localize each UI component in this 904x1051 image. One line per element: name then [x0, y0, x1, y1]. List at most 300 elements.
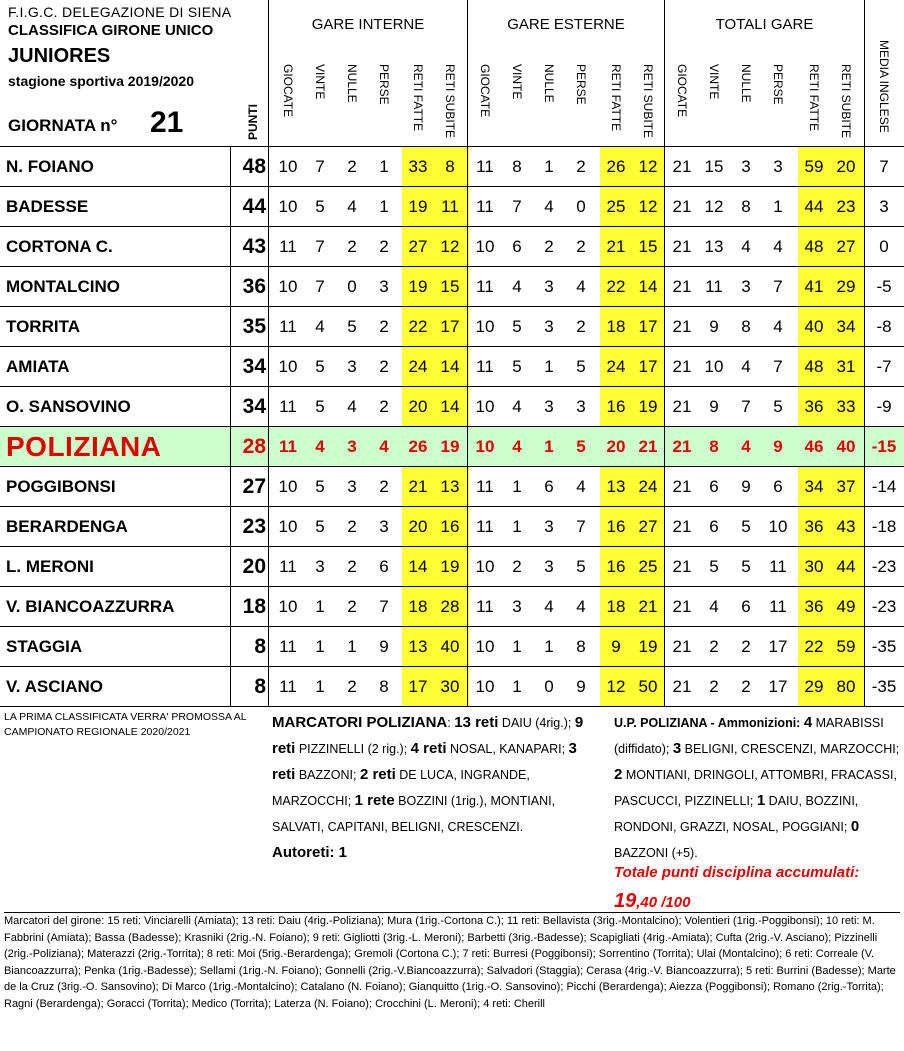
- stat-cell: 27: [408, 237, 428, 256]
- discipline-total: [614, 890, 690, 913]
- table-bottom-border: [0, 706, 904, 707]
- stat-cell: 2: [347, 597, 357, 616]
- stat-cell: 4: [544, 597, 554, 616]
- team-points: 43: [242, 235, 266, 258]
- table-row: [0, 467, 904, 507]
- team-points: 34: [242, 395, 266, 418]
- stat-cell: 18: [606, 317, 626, 336]
- stat-cell: 1: [512, 477, 522, 496]
- stat-cell: 11: [476, 477, 494, 496]
- standings-title: CLASSIFICA GIRONE UNICO: [8, 22, 214, 39]
- stat-cell: 5: [315, 397, 325, 416]
- stat-cell: 14: [408, 557, 428, 576]
- stat-cell: 3: [347, 477, 357, 496]
- stat-cell: 3: [576, 397, 586, 416]
- stat-cell: 30: [440, 677, 460, 696]
- stat-cell: 5: [741, 517, 751, 536]
- stat-cell: 2: [576, 317, 586, 336]
- team-points: 35: [242, 315, 266, 338]
- column-header: RETI FATTE: [411, 64, 425, 132]
- team-name: STAGGIA: [6, 637, 83, 656]
- column-header: VINTE: [510, 64, 524, 100]
- stat-cell: 17: [638, 317, 658, 336]
- stat-cell: 50: [638, 677, 658, 696]
- stat-cell: 4: [773, 317, 783, 336]
- round-number: 21: [150, 106, 184, 139]
- season-label: stagione sportiva 2019/2020: [8, 73, 194, 89]
- team-name: N. FOIANO: [6, 157, 94, 176]
- stat-cell: 10: [475, 677, 495, 696]
- stat-cell: 18: [606, 597, 626, 616]
- stat-cell: 12: [606, 677, 626, 696]
- column-header: PERSE: [574, 64, 588, 105]
- stat-cell: 11: [279, 677, 297, 696]
- booking-names: BELIGNI, CRESCENZI, MARZOCCHI;: [681, 742, 900, 756]
- stat-cell: 2: [347, 517, 357, 536]
- stat-cell: 12: [638, 157, 658, 176]
- stat-cell: 29: [804, 677, 824, 696]
- media-header: [864, 0, 904, 147]
- stat-cell: 1: [379, 157, 389, 176]
- stat-cell: 34: [836, 317, 856, 336]
- stat-cell: 1: [512, 637, 522, 656]
- stat-cell: 10: [278, 277, 298, 296]
- stat-cell: 2: [379, 357, 389, 376]
- stat-cell: 5: [576, 557, 586, 576]
- stat-cell: 11: [476, 197, 494, 216]
- stat-cell: 20: [606, 437, 626, 456]
- booking-names: MONTIANI, DRINGOLI, ATTOMBRI, FRACASSI, PASCUCCI, PIZZINELLI;: [614, 768, 897, 808]
- stat-cell: 7: [379, 597, 389, 616]
- stat-cell: 7: [879, 157, 889, 176]
- stat-cell: 15: [440, 277, 460, 296]
- stat-cell: 2: [379, 237, 389, 256]
- stat-cell: 16: [606, 557, 626, 576]
- stat-cell: 4: [512, 277, 522, 296]
- stat-cell: 8: [576, 637, 586, 656]
- stat-cell: 11: [279, 437, 297, 456]
- stat-cell: -14: [871, 477, 897, 496]
- stat-cell: 17: [768, 637, 788, 656]
- scorer-goals: 13 reti: [454, 714, 499, 731]
- stat-cell: 11: [476, 517, 494, 536]
- stat-cell: 10: [768, 517, 788, 536]
- scorer-goals: 4 reti: [410, 740, 447, 757]
- stat-cell: 18: [408, 597, 428, 616]
- stat-cell: -8: [876, 317, 892, 336]
- stat-cell: 19: [638, 637, 658, 656]
- stat-cell: 0: [544, 677, 554, 696]
- stat-cell: 3: [379, 277, 389, 296]
- stat-cell: 1: [544, 157, 554, 176]
- scorer-names: PIZZINELLI (2 rig.);: [295, 742, 411, 756]
- stat-cell: 44: [836, 557, 856, 576]
- media-header-label: MEDIA INGLESE: [877, 40, 891, 133]
- group-title: TOTALI GARE: [715, 16, 814, 33]
- scorer-goals: 1 rete: [354, 792, 395, 809]
- stat-cell: 29: [836, 277, 856, 296]
- stat-cell: 1: [379, 197, 389, 216]
- stat-cell: 19: [408, 197, 428, 216]
- stat-cell: 48: [804, 357, 824, 376]
- stat-cell: 4: [347, 197, 357, 216]
- scorer-goals: 9 reti: [272, 714, 584, 757]
- discipline-total-label: Totale punti disciplina accumulati:: [614, 864, 860, 881]
- stat-cell: 3: [741, 277, 751, 296]
- stat-cell: 2: [347, 557, 357, 576]
- scorer-names: DE LUCA, INGRANDE, MARZOCCHI;: [272, 768, 530, 808]
- stat-cell: 3: [379, 517, 389, 536]
- stat-cell: 5: [347, 317, 357, 336]
- stat-cell: 11: [279, 637, 297, 656]
- team-name: MONTALCINO: [6, 277, 120, 296]
- stat-cell: 5: [512, 357, 522, 376]
- table-row: [0, 547, 904, 587]
- table-row: [0, 507, 904, 547]
- stat-cell: 5: [315, 197, 325, 216]
- group-header: [664, 0, 864, 147]
- stat-cell: 17: [638, 357, 658, 376]
- column-header: GIOCATE: [478, 64, 492, 118]
- column-divider: [230, 147, 231, 707]
- stat-cell: 24: [606, 357, 626, 376]
- booking-count: 1: [756, 792, 766, 809]
- booking-count: 2: [614, 766, 623, 783]
- table-row: [0, 627, 904, 667]
- stat-cell: 1: [315, 637, 325, 656]
- stat-cell: 21: [672, 477, 692, 496]
- stat-cell: 13: [606, 477, 626, 496]
- stat-cell: 33: [836, 397, 856, 416]
- stat-cell: 4: [544, 197, 554, 216]
- team-name: O. SANSOVINO: [6, 397, 131, 416]
- stat-cell: 9: [709, 397, 719, 416]
- column-header: PERSE: [771, 64, 785, 105]
- scorers-poliziana: MARCATORI POLIZIANA: 13 reti DAIU (4rig.); 9 reti PIZZINELLI (2 rig.); 4 reti NOSAL, KANAPARI; 3 reti BAZZONI; 2 reti DE LUCA, INGRANDE, MARZOCCHI; 1 rete BOZZINI (1rig.), MONTIANI, SALVATI, CAPITANI, BELIGNI, CRESCENZI. Autoreti: 1: [272, 714, 584, 861]
- stat-cell: 21: [672, 637, 692, 656]
- stat-cell: 21: [408, 477, 428, 496]
- team-points: 18: [242, 595, 266, 618]
- stat-cell: 9: [709, 317, 719, 336]
- stat-cell: 17: [408, 677, 428, 696]
- scorer-goals: 3 reti: [272, 740, 577, 783]
- stat-cell: -23: [871, 597, 897, 616]
- round-label: GIORNATA n°: [8, 116, 118, 135]
- stat-cell: 11: [476, 277, 494, 296]
- stat-cell: 36: [804, 597, 824, 616]
- stat-cell: 16: [606, 397, 626, 416]
- stat-cell: 13: [440, 477, 460, 496]
- stat-cell: 36: [804, 517, 824, 536]
- team-name: L. MERONI: [6, 557, 94, 576]
- stat-cell: 5: [512, 317, 522, 336]
- stat-cell: 0: [879, 237, 889, 256]
- stat-cell: 24: [408, 357, 428, 376]
- stat-cell: 7: [773, 357, 783, 376]
- team-points: 44: [242, 195, 266, 218]
- column-header: RETI SUBITE: [839, 64, 853, 139]
- stat-cell: 4: [741, 437, 751, 456]
- stat-cell: 4: [576, 597, 586, 616]
- stat-cell: 2: [576, 157, 586, 176]
- group-title: GARE INTERNE: [311, 16, 425, 33]
- stat-cell: 2: [709, 677, 719, 696]
- stat-cell: 1: [512, 517, 522, 536]
- stat-cell: 3: [879, 197, 889, 216]
- group-header: [467, 0, 664, 147]
- stat-cell: 2: [379, 397, 389, 416]
- stat-cell: 16: [606, 517, 626, 536]
- stat-cell: 1: [347, 637, 357, 656]
- stat-cell: 0: [347, 277, 357, 296]
- stat-cell: 22: [804, 637, 824, 656]
- stat-cell: 40: [836, 437, 856, 456]
- stat-cell: 4: [741, 237, 751, 256]
- team-points: 8: [254, 675, 266, 698]
- stat-cell: 1: [544, 437, 554, 456]
- stat-cell: 9: [379, 637, 389, 656]
- stat-cell: 25: [638, 557, 658, 576]
- league-scorers: Marcatori del girone: 15 reti: Vinciarelli (Amiata); 13 reti: Daiu (4rig.-Poliziana); Mura (1rig.-Cortona C.); 11 reti: Bellavista (3rig.-Montalcino); Volentieri (1rig.-Poggibonsi); 10 reti: M. Fabbrini (Amiata); Bassa (Badesse); Krasniki (2rig.-N. Foiano); 9 reti: Gigliotti (3rig.-L. Meroni); Barbetti (3rig.-Badesse); Scapigliati (4rig.-Amiata); Cufta (2rig.-V. Asciano); Pizzinelli (2rig.-Poliziana); Materazzi (2rig.-Torrita); 8 reti: Moi (5rig.-Berardenga); Gremoli (Cortona C.); 7 reti: Burresi (Poggibonsi); Sorrentino (Torrita); Ulai (Montalcino); 6 reti: Correale (V. Biancoazzurra); Penka (1rig.-Badesse); Sellami (1rig.-N. Foiano); Gonnelli (2rig.-V.Biancoazzurra); Salvadori (Staggia); Cerasa (4rig.-V. Biancoazzurra); 5 reti: Burrini (Badesse); Marte de la Cruz (3rig.-O. Sansovino); Di Marco (1rig.-Montalcino); Catalano (N. Foiano); Gianquitto (1rig.-O. Sansovino); Picchi (Berardenga); Aiezza (Poggibonsi); Romano (2rig.-Torrita); Ragni (Berardenga); Goracci (Torrita); Medico (Torrita); Laterza (N. Foiano); Crocchini (L. Meroni); 4 reti: Cherill: [4, 912, 900, 1012]
- federation-label: F.I.G.C. DELEGAZIONE DI SIENA: [8, 4, 232, 20]
- booking-count: 3: [672, 740, 682, 757]
- stat-cell: 10: [475, 437, 495, 456]
- stat-cell: 21: [606, 237, 626, 256]
- team-points: 8: [254, 635, 266, 658]
- stat-cell: 6: [741, 597, 751, 616]
- table-row: [0, 187, 904, 227]
- stat-cell: 4: [315, 317, 325, 336]
- stat-cell: 8: [741, 317, 751, 336]
- booking-names: DAIU, BOZZINI, RONDONI, GRAZZI, NOSAL, POGGIANI;: [614, 794, 859, 834]
- stat-cell: 13: [408, 637, 428, 656]
- team-points: 48: [242, 155, 266, 178]
- stat-cell: 3: [544, 397, 554, 416]
- column-header: VINTE: [707, 64, 721, 100]
- column-header: GIOCATE: [675, 64, 689, 118]
- stat-cell: 2: [379, 477, 389, 496]
- stat-cell: 4: [512, 437, 522, 456]
- stat-cell: 9: [611, 637, 621, 656]
- stat-cell: 17: [440, 317, 460, 336]
- scorer-names: BOZZINI (1rig.), MONTIANI, SALVATI, CAPITANI, BELIGNI, CRESCENZI.: [272, 794, 556, 834]
- stat-cell: -23: [871, 557, 897, 576]
- stat-cell: 33: [408, 157, 428, 176]
- scorer-names: NOSAL, KANAPARI;: [446, 742, 569, 756]
- stat-cell: 14: [440, 357, 460, 376]
- stat-cell: 14: [638, 277, 658, 296]
- stat-cell: -7: [876, 357, 892, 376]
- stat-cell: 12: [440, 237, 460, 256]
- stat-cell: 11: [476, 357, 494, 376]
- team-points: 28: [242, 435, 266, 458]
- stat-cell: 41: [804, 277, 824, 296]
- stat-cell: 3: [773, 157, 783, 176]
- stat-cell: 2: [709, 637, 719, 656]
- booking-names: MARABISSI (diffidato);: [614, 716, 884, 756]
- column-header: NULLE: [739, 64, 753, 103]
- stat-cell: 26: [606, 157, 626, 176]
- stat-cell: 10: [475, 397, 495, 416]
- stat-cell: 3: [544, 517, 554, 536]
- stat-cell: 2: [347, 237, 357, 256]
- stat-cell: 27: [836, 237, 856, 256]
- stat-cell: 23: [836, 197, 856, 216]
- stat-cell: 10: [475, 557, 495, 576]
- stat-cell: 59: [836, 637, 856, 656]
- stat-cell: 4: [576, 477, 586, 496]
- stat-cell: 59: [804, 157, 824, 176]
- discipline-poliziana: [614, 710, 904, 866]
- stat-cell: 1: [512, 677, 522, 696]
- stat-cell: 10: [278, 197, 298, 216]
- stat-cell: 10: [278, 157, 298, 176]
- stat-cell: 3: [544, 277, 554, 296]
- stat-cell: 2: [379, 317, 389, 336]
- stat-cell: 7: [315, 237, 325, 256]
- stat-cell: 10: [278, 517, 298, 536]
- stat-cell: 21: [672, 397, 692, 416]
- stat-cell: 3: [741, 157, 751, 176]
- stat-cell: 22: [606, 277, 626, 296]
- stat-cell: 1: [544, 637, 554, 656]
- stat-cell: 21: [638, 437, 658, 456]
- stat-cell: 21: [672, 237, 692, 256]
- stat-cell: 2: [347, 157, 357, 176]
- stat-cell: 2: [741, 677, 751, 696]
- stat-cell: 13: [704, 237, 724, 256]
- stat-cell: 1: [773, 197, 783, 216]
- column-header: PERSE: [377, 64, 391, 105]
- stat-cell: 7: [773, 277, 783, 296]
- stat-cell: 21: [672, 197, 692, 216]
- discipline-title: U.P. POLIZIANA - Ammonizioni:: [614, 716, 801, 730]
- stat-cell: 11: [441, 197, 459, 216]
- table-row: [0, 227, 904, 267]
- stat-cell: 19: [440, 437, 460, 456]
- stat-cell: 21: [638, 597, 658, 616]
- stat-cell: 2: [544, 237, 554, 256]
- stat-cell: 21: [672, 357, 692, 376]
- column-header: RETI SUBITE: [641, 64, 655, 139]
- stat-cell: 4: [379, 437, 389, 456]
- stat-cell: 11: [279, 317, 297, 336]
- team-points: 36: [242, 275, 266, 298]
- stat-cell: 6: [709, 517, 719, 536]
- stat-cell: 9: [741, 477, 751, 496]
- stat-cell: 2: [347, 677, 357, 696]
- scorer-names: DAIU (4rig.);: [498, 716, 575, 730]
- stat-cell: 15: [704, 157, 724, 176]
- stat-cell: 7: [576, 517, 586, 536]
- stat-cell: 7: [315, 157, 325, 176]
- stat-cell: 6: [773, 477, 783, 496]
- stat-cell: 7: [512, 197, 522, 216]
- scorer-names: BAZZONI;: [295, 768, 360, 782]
- stat-cell: 11: [476, 157, 494, 176]
- stat-cell: 5: [576, 437, 586, 456]
- column-header: NULLE: [542, 64, 556, 103]
- stat-cell: 8: [379, 677, 389, 696]
- stat-cell: 49: [836, 597, 856, 616]
- stat-cell: 11: [279, 237, 297, 256]
- column-header: RETI SUBITE: [443, 64, 457, 139]
- stat-cell: 16: [440, 517, 460, 536]
- table-row: [0, 267, 904, 307]
- stat-cell: 28: [440, 597, 460, 616]
- stat-cell: 12: [704, 197, 724, 216]
- group-header: [268, 0, 467, 147]
- stat-cell: 1: [544, 357, 554, 376]
- stat-cell: 8: [445, 157, 455, 176]
- column-divider: [467, 0, 468, 707]
- stat-cell: 5: [773, 397, 783, 416]
- column-header: RETI FATTE: [807, 64, 821, 132]
- table-row: [0, 587, 904, 627]
- stat-cell: -35: [871, 677, 897, 696]
- stat-cell: -15: [871, 437, 897, 456]
- stat-cell: 27: [638, 517, 658, 536]
- discipline-total-rest: ,40 /100: [636, 894, 691, 911]
- stat-cell: 80: [836, 677, 856, 696]
- stat-cell: 48: [804, 237, 824, 256]
- stat-cell: -35: [871, 637, 897, 656]
- team-points: 34: [242, 355, 266, 378]
- table-header: [0, 0, 904, 147]
- stat-cell: 6: [544, 477, 554, 496]
- stat-cell: 24: [638, 477, 658, 496]
- stat-cell: 10: [704, 357, 724, 376]
- stat-cell: 8: [741, 197, 751, 216]
- team-name: V. BIANCOAZZURRA: [6, 597, 175, 616]
- stat-cell: 10: [475, 637, 495, 656]
- stat-cell: 2: [576, 237, 586, 256]
- stat-cell: 4: [709, 597, 719, 616]
- table-row: [0, 147, 904, 187]
- stat-cell: 10: [278, 357, 298, 376]
- team-name: POLIZIANA: [6, 431, 162, 462]
- stat-cell: 4: [741, 357, 751, 376]
- stat-cell: 1: [315, 677, 325, 696]
- stat-cell: 31: [836, 357, 856, 376]
- points-header: PUNTI: [246, 104, 260, 140]
- booking-count: 0: [850, 818, 860, 835]
- stat-cell: 4: [347, 397, 357, 416]
- stat-cell: 4: [512, 397, 522, 416]
- stat-cell: 46: [804, 437, 824, 456]
- promotion-note: LA PRIMA CLASSIFICATA VERRA' PROMOSSA AL CAMPIONATO REGIONALE 2020/2021: [4, 711, 247, 738]
- stat-cell: 3: [347, 357, 357, 376]
- stat-cell: 10: [278, 477, 298, 496]
- team-name: V. ASCIANO: [6, 677, 103, 696]
- stat-cell: 21: [672, 597, 692, 616]
- stat-cell: 9: [576, 677, 586, 696]
- column-divider: [664, 0, 665, 707]
- stat-cell: 36: [804, 397, 824, 416]
- team-points: 23: [242, 515, 266, 538]
- stat-cell: 21: [672, 437, 692, 456]
- stat-cell: 44: [804, 197, 824, 216]
- stat-cell: 12: [638, 197, 658, 216]
- stat-cell: 11: [705, 277, 723, 296]
- stat-cell: 3: [544, 317, 554, 336]
- stat-cell: 5: [315, 477, 325, 496]
- stat-cell: 10: [278, 597, 298, 616]
- stat-cell: 37: [836, 477, 856, 496]
- stat-cell: 5: [315, 517, 325, 536]
- table-row: [0, 347, 904, 387]
- stat-cell: 30: [804, 557, 824, 576]
